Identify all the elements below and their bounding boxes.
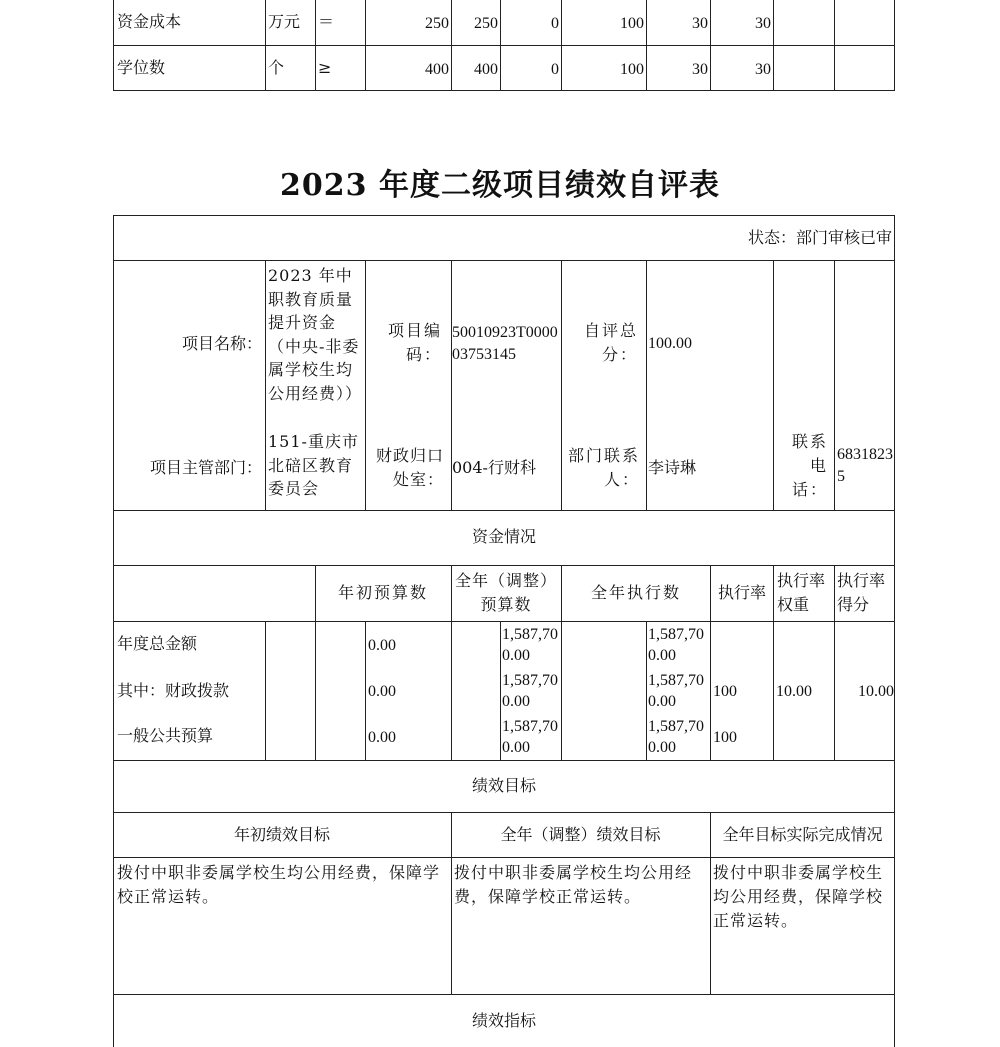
col-execution-rate: 执行率 [717, 583, 766, 602]
row-value: 400 [425, 61, 449, 78]
actual-completion-text: 拨付中职非委属学校生均公用经费，保障学校正常运转。 [713, 863, 884, 930]
col-adjusted-goal: 全年（调整）绩效目标 [500, 825, 661, 844]
row-value: 100 [620, 61, 644, 78]
initial-goal-text: 拨付中职非委属学校生均公用经费，保障学校正常运转。 [117, 863, 441, 906]
fund-adjusted: 1,587,700.00 [502, 626, 558, 664]
row-value: 0 [551, 61, 559, 78]
row-value: 100 [620, 15, 644, 32]
col-rate-score: 执行率得分 [837, 571, 886, 614]
project-name-value: 2023 年中职教育质量提升资金（中央-非委属学校生均公用经费）） [268, 266, 363, 403]
row-value: 30 [755, 61, 771, 78]
page-title: 2023 年度二级项目绩效自评表 [280, 168, 720, 203]
fund-initial: 0.00 [368, 637, 396, 654]
contact-phone-value: 68318235 [837, 446, 893, 485]
row-value: 250 [425, 15, 449, 32]
department-value: 151-重庆市北碚区教育委员会 [268, 432, 359, 498]
fund-rate: 100 [713, 729, 737, 746]
row-value: 30 [692, 15, 708, 32]
row-value: 30 [755, 15, 771, 32]
contact-person-label: 部门联系人： [567, 446, 640, 489]
col-initial-budget: 年初预算数 [337, 583, 428, 602]
adjusted-goal-text: 拨付中职非委属学校生均公用经费，保障学校正常运转。 [454, 863, 693, 906]
funds-section-label: 资金情况 [471, 527, 536, 546]
contact-person-value: 李诗琳 [648, 458, 697, 477]
contact-phone-label: 联系电话： [792, 432, 829, 499]
row-name: 资金成本 [117, 12, 182, 31]
col-executed: 全年执行数 [590, 583, 681, 602]
col-rate-weight: 执行率权重 [777, 571, 826, 614]
department-label: 项目主管部门： [149, 458, 262, 477]
fund-weight: 10.00 [776, 683, 812, 700]
fund-initial: 0.00 [368, 729, 396, 746]
indicators-section-label: 绩效指标 [471, 1011, 536, 1030]
row-unit: 万元 [268, 12, 301, 31]
fund-row-name: 其中：财政拨款 [117, 681, 230, 700]
row-unit: 个 [268, 58, 285, 77]
goals-section-label: 绩效目标 [471, 776, 536, 795]
fund-adjusted: 1,587,700.00 [502, 672, 558, 710]
row-value: 0 [551, 15, 559, 32]
fund-initial: 0.00 [368, 683, 396, 700]
row-value: 30 [692, 61, 708, 78]
finance-office-label: 财政归口处室： [375, 446, 444, 489]
row-operator: ＝ [318, 12, 335, 31]
fund-row-name: 年度总金额 [117, 634, 198, 653]
fund-row-name: 一般公共预算 [117, 726, 214, 745]
status-label: 状态：部门审核已审 [747, 228, 892, 247]
fund-executed: 1,587,700.00 [648, 672, 704, 710]
fund-adjusted: 1,587,700.00 [502, 718, 558, 756]
row-value: 250 [474, 15, 498, 32]
project-code-label: 项目编码： [387, 321, 442, 364]
fund-executed: 1,587,700.00 [648, 718, 704, 756]
row-operator: ≥ [318, 58, 332, 77]
finance-office-value: 004-行财科 [452, 458, 536, 477]
col-initial-goal: 年初绩效目标 [233, 825, 330, 844]
fund-rate: 100 [713, 683, 737, 700]
self-score-value: 100.00 [648, 335, 692, 352]
project-code-value: 50010923T000003753145 [452, 324, 558, 363]
fund-score: 10.00 [858, 683, 894, 700]
project-name-label: 项目名称： [181, 334, 262, 353]
row-value: 400 [474, 61, 498, 78]
fund-executed: 1,587,700.00 [648, 626, 704, 664]
row-name: 学位数 [117, 58, 166, 77]
self-score-label: 自评总分： [583, 321, 638, 364]
col-adjusted-budget: 全年（调整）预算数 [455, 571, 558, 614]
col-actual-completion: 全年目标实际完成情况 [722, 825, 883, 844]
